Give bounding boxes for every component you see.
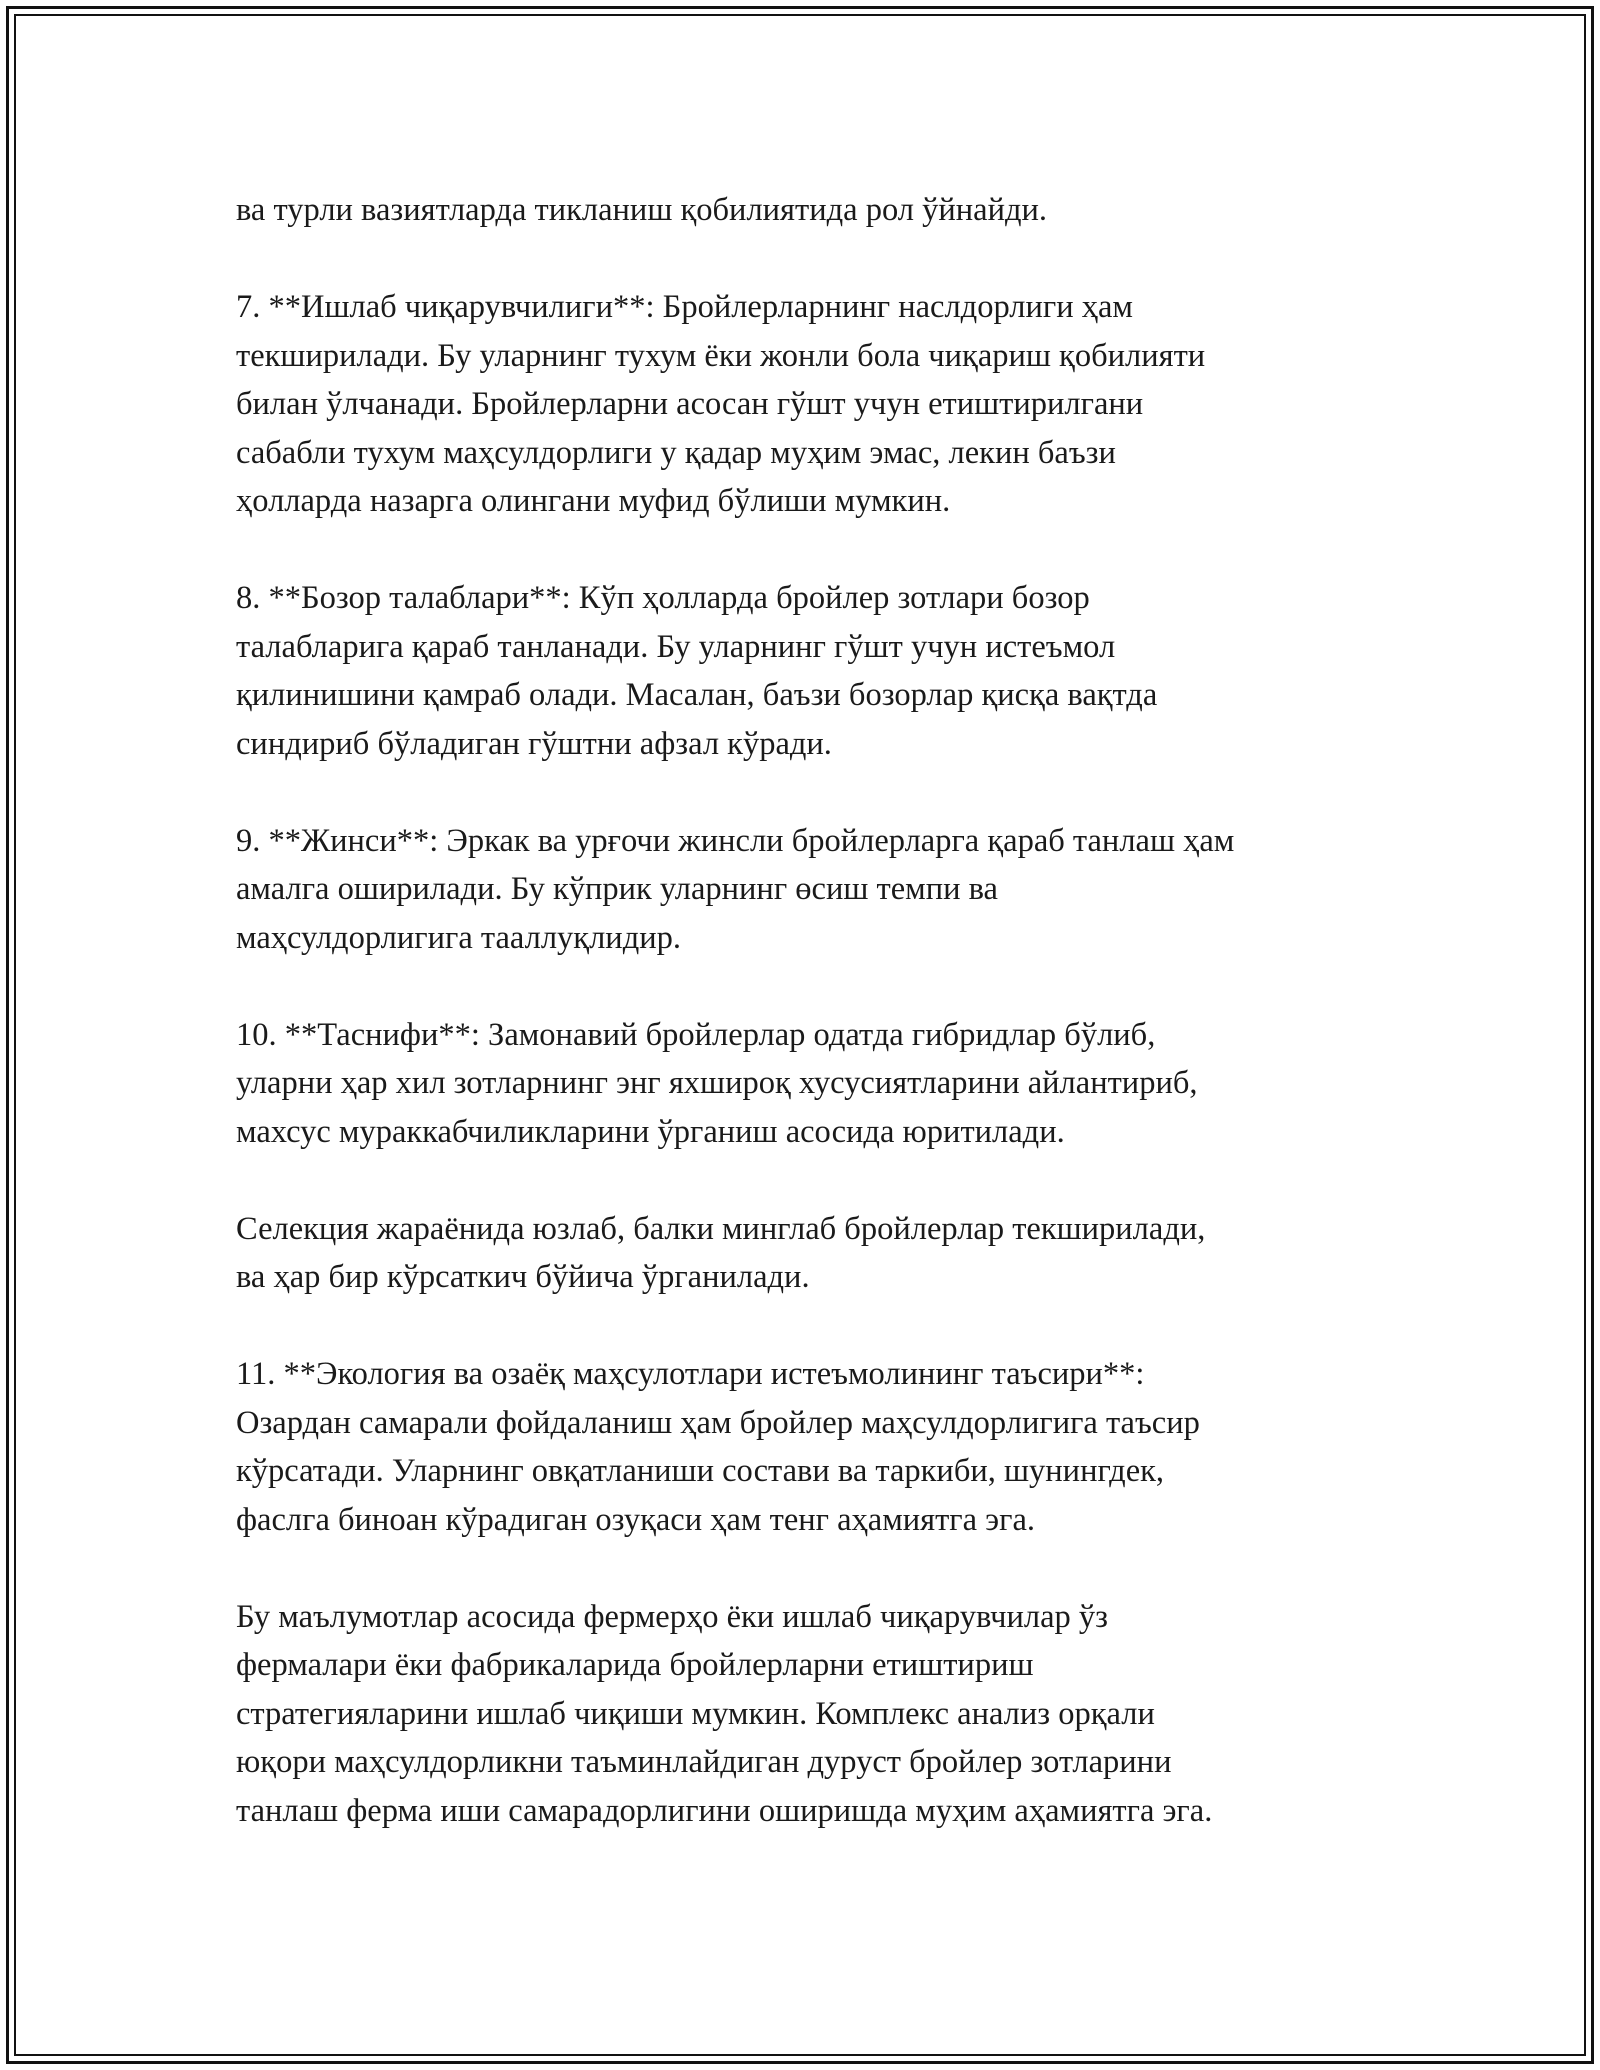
document-body: [236, 186, 1386, 1884]
paragraph-selection-process: Селекция жараёнида юзлаб, балки минглаб бройлерлар текширилади, ва ҳар бир кўрсаткич бўйича ўрганилади.: [236, 1210, 1206, 1295]
paragraph-item-11-ecology: 11. **Экология ва озаёқ маҳсулотлари истеъмолининг таъсири**: Озардан самарали фойдаланиш ҳам бройлер маҳсулдорлигига таъсир кўрсатади. Уларнинг овқатланиши состави ва таркиби, шунингдек, фаслга биноан кўрадиган озуқаси ҳам тенг аҳамиятга эга.: [236, 1356, 1200, 1538]
paragraph-item-10-classification: 10. **Таснифи**: Замонавий бройлерлар одатда гибридлар бўлиб, уларни ҳар хил зотларнинг энг яхшироқ хусусиятларини айлантириб, махсус мураккабчиликларини ўрганиш асосида юритилади.: [236, 1016, 1198, 1150]
paragraph-conclusion: Бу маълумотлар асосида фермерҳо ёки ишлаб чиқарувчилар ўз фермалари ёки фабрикаларида бройлерларни етиштириш стратегияларини ишлаб чиқиши мумкин. Комплекс анализ орқали юқори маҳсулдорликни таъминлайдиган дуруст бройлер зотларини танлаш ферма иши самарадорлигини оширишда муҳим аҳамиятга эга.: [236, 1598, 1213, 1829]
paragraph-item-9-sex: 9. **Жинси**: Эркак ва урғочи жинсли бройлерларга қараб танлаш ҳам амалга оширилади. Бу кўприк уларнинг өсиш темпи ва маҳсулдорлигига тааллуқлидир.: [236, 822, 1235, 956]
paragraph-item-7-productivity: 7. **Ишлаб чиқарувчилиги**: Бройлерларнинг наслдорлиги ҳам текширилади. Бу уларнинг тухум ёки жонли бола чиқариш қобилияти билан ўлчанади. Бройлерларни асосан гўшт учун етиштирилгани сабабли тухум маҳсулдорлиги у қадар муҳим эмас, лекин баъзи ҳолларда назарга олингани муфид бўлиши мумкин.: [236, 289, 1206, 519]
paragraph-item-8-market-demands: 8. **Бозор талаблари**: Кўп ҳолларда бройлер зотлари бозор талабларига қараб танланади. Бу уларнинг гўшт учун истеъмол қилинишини қамраб олади. Масалан, баъзи бозорлар қисқа вақтда синдириб бўладиган гўштни афзал кўради.: [236, 580, 1158, 762]
paragraph-continuation: ва турли вазиятларда тикланиш қобилиятида рол ўйнайди.: [236, 192, 1048, 228]
